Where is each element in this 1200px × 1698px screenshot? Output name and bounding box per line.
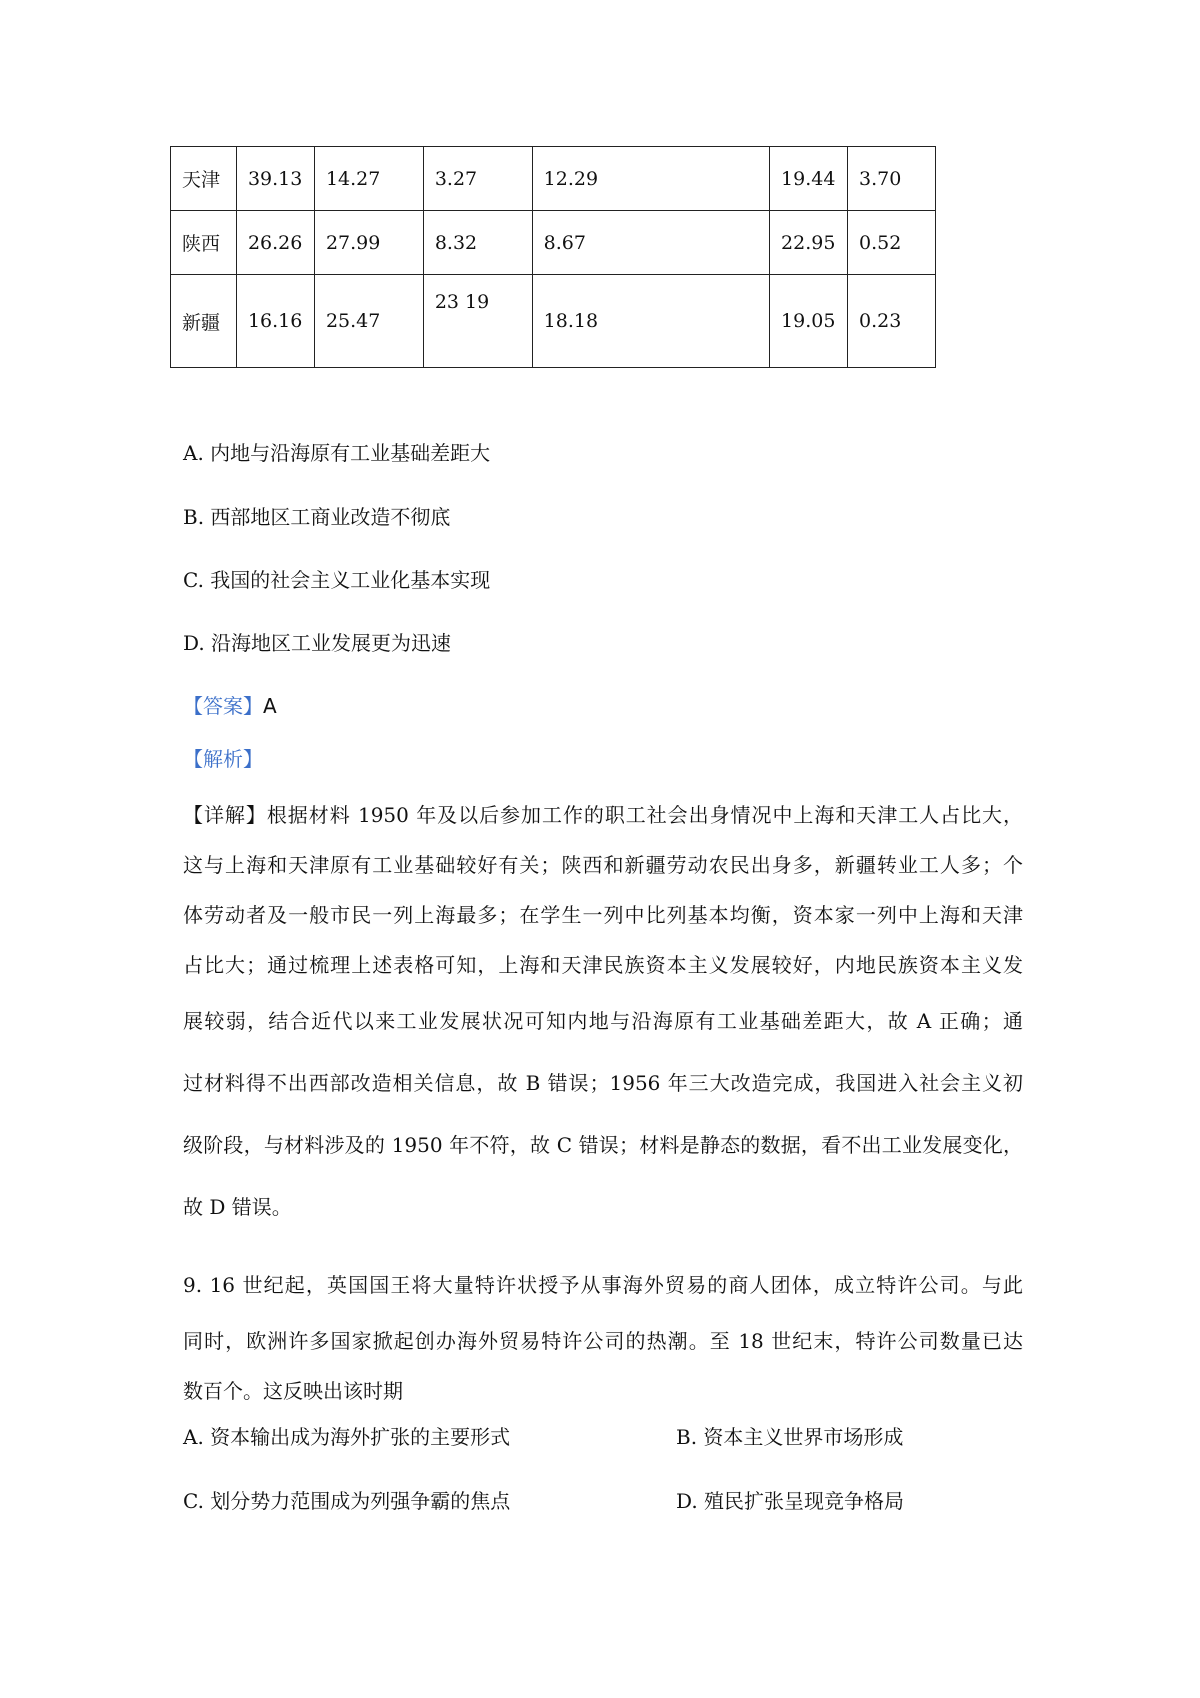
answer-value: A: [263, 694, 277, 718]
table-cell: 39.13: [236, 147, 314, 211]
table-cell: 0.23: [848, 275, 936, 368]
table-cell: 27.99: [314, 211, 423, 275]
table-cell: 8.67: [532, 211, 769, 275]
detail-line: 级阶段，与材料涉及的 1950 年不符，故 C 错误；材料是静态的数据，看不出工业发展变化，: [183, 1133, 1023, 1157]
q9-option-b: B. 资本主义世界市场形成: [676, 1425, 904, 1449]
table-cell: 16.16: [236, 275, 314, 368]
q8-option-d: D. 沿海地区工业发展更为迅速: [183, 631, 452, 655]
table-cell: 19.05: [770, 275, 848, 368]
table-row: [171, 211, 936, 275]
q9-option-d: D. 殖民扩张呈现竞争格局: [676, 1489, 905, 1513]
table-cell: 22.95: [770, 211, 848, 275]
table-cell: 天津: [171, 147, 237, 211]
q9-stem-line: 同时，欧洲许多国家掀起创办海外贸易特许公司的热潮。至 18 世纪末，特许公司数量已达: [183, 1329, 1023, 1353]
table-cell: 18.18: [532, 275, 769, 368]
detail-line: 过材料得不出西部改造相关信息，故 B 错误；1956 年三大改造完成，我国进入社会主义初: [183, 1071, 1023, 1095]
detail-paragraph: [183, 790, 1023, 1238]
table-cell: 14.27: [314, 147, 423, 211]
answer-line: [183, 691, 277, 721]
q9-option-a: A. 资本输出成为海外扩张的主要形式: [183, 1425, 511, 1449]
data-table: [170, 146, 936, 368]
table-cell: 19.44: [770, 147, 848, 211]
table-cell: 3.27: [423, 147, 532, 211]
table-row: [171, 275, 936, 368]
detail-line: 故 D 错误。: [183, 1195, 292, 1219]
table-cell: 陕西: [171, 211, 237, 275]
table-cell: 25.47: [314, 275, 423, 368]
table-cell: 3.70: [848, 147, 936, 211]
table-row: [171, 147, 936, 211]
table-cell: 新疆: [171, 275, 237, 368]
table-cell: 12.29: [532, 147, 769, 211]
q9-stem-line: 9. 16 世纪起，英国国王将大量特许状授予从事海外贸易的商人团体，成立特许公司。与此: [183, 1273, 1023, 1297]
detail-line: 展较弱，结合近代以来工业发展状况可知内地与沿海原有工业基础差距大，故 A 正确；通: [183, 1009, 1023, 1033]
q9-stem-line: 数百个。这反映出该时期: [183, 1379, 403, 1403]
detail-line: 占比大；通过梳理上述表格可知，上海和天津民族资本主义发展较好，内地民族资本主义发: [183, 953, 1023, 977]
answer-label: 【答案】: [183, 694, 263, 718]
table-cell: 0.52: [848, 211, 936, 275]
q8-option-a: A. 内地与沿海原有工业基础差距大: [183, 441, 491, 465]
table-cell: 8.32: [423, 211, 532, 275]
detail-label: 【详解】: [183, 803, 267, 827]
table-cell: 23 19: [423, 275, 532, 368]
q8-option-b: B. 西部地区工商业改造不彻底: [183, 505, 451, 529]
analysis-label: 【解析】: [183, 747, 263, 771]
q9-option-c: C. 划分势力范围成为列强争霸的焦点: [183, 1489, 511, 1513]
q8-option-c: C. 我国的社会主义工业化基本实现: [183, 568, 491, 592]
detail-text: 根据材料 1950 年及以后参加工作的职工社会出身情况中上海和天津工人占比大，: [266, 803, 1024, 827]
table-cell: 26.26: [236, 211, 314, 275]
detail-line: 体劳动者及一般市民一列上海最多；在学生一列中比列基本均衡，资本家一列中上海和天津: [183, 903, 1023, 927]
detail-line: 这与上海和天津原有工业基础较好有关；陕西和新疆劳动农民出身多，新疆转业工人多；个: [183, 853, 1023, 877]
q9-stem: [183, 1254, 1023, 1416]
detail-line: [183, 790, 1023, 840]
